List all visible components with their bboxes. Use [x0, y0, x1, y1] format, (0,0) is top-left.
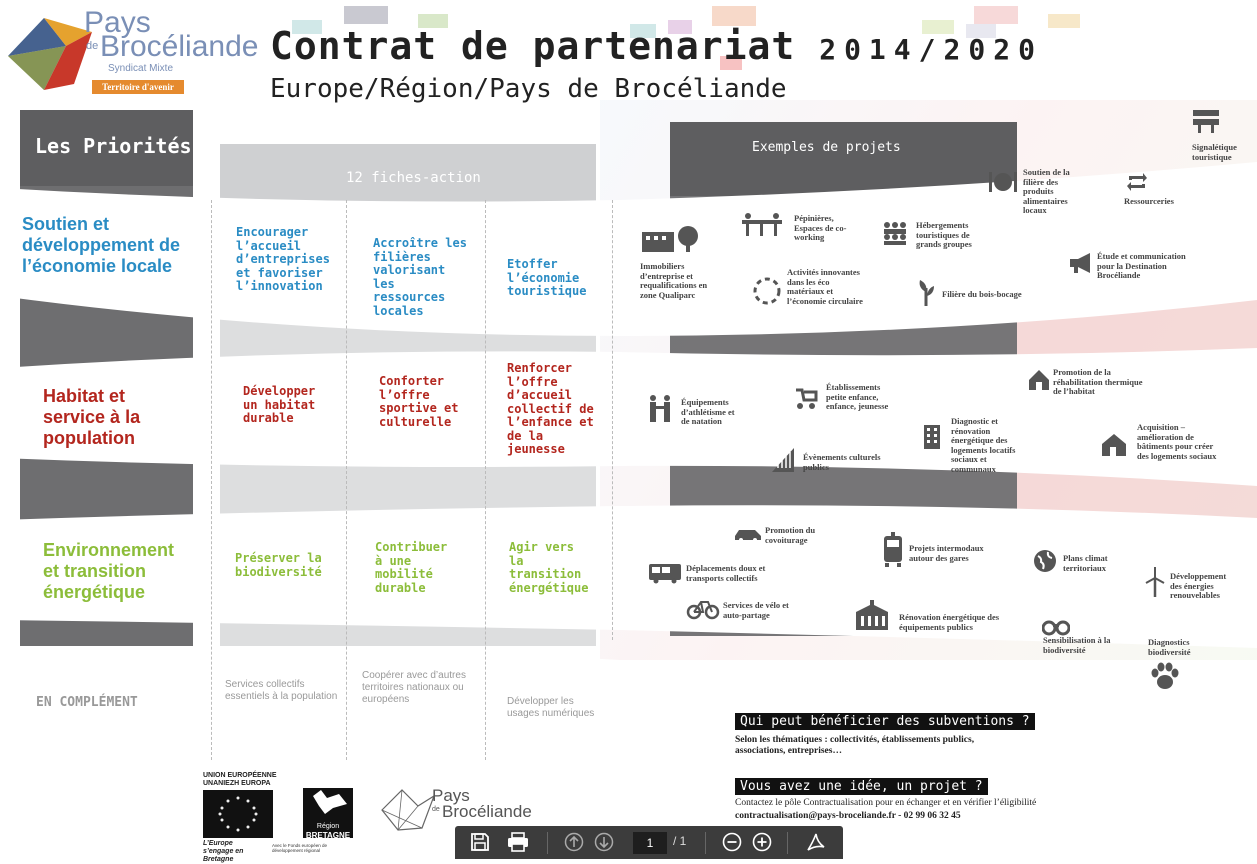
- answer-projet: Contactez le pôle Contractualisation pour en échanger et en vérifier l’éligibilité: [735, 798, 1037, 808]
- page-subtitle: Europe/Région/Pays de Brocéliande: [270, 74, 787, 104]
- arrow-down-icon: [594, 832, 614, 852]
- wind-turbine-icon: [1145, 566, 1165, 598]
- project-bois-bocage: Filière du bois-bocage: [942, 289, 1022, 299]
- fiche-biodiversite: Préserver la biodiversité: [235, 551, 322, 579]
- toolbar-divider: [547, 832, 548, 854]
- logo-tagline: Territoire d'avenir: [92, 80, 184, 94]
- toolbar-divider: [705, 832, 706, 854]
- region-text: Région: [316, 823, 340, 830]
- column-separator: [485, 200, 486, 760]
- row-label-economie: Soutien et développement de l’économie locale: [22, 214, 181, 276]
- zoom-out-icon: [722, 832, 742, 852]
- page-total: / 1: [673, 834, 687, 848]
- bretagne-text: BRETAGNE: [305, 831, 351, 840]
- region-bretagne-logo: [303, 788, 353, 838]
- previous-page-button[interactable]: [563, 832, 585, 854]
- circular-economy-icon: [752, 276, 782, 306]
- exemples-header: Exemples de projets: [752, 140, 901, 155]
- project-covoiturage: Promotion du covoiturage: [765, 525, 816, 545]
- car-icon: [733, 526, 763, 542]
- project-signaletique: Signalétique touristique: [1192, 142, 1237, 162]
- eu-tagline: L’Europe s’engage en Bretagne: [203, 840, 244, 863]
- title-years: 2014/2020: [819, 33, 1043, 66]
- project-sensibilisation: Sensibilisation à la biodiversité: [1043, 635, 1111, 655]
- signpost-icon: [1191, 108, 1221, 134]
- fiches-header: 12 fiches-action: [346, 170, 481, 186]
- apartment-icon: [923, 424, 941, 450]
- eu-fund-text: Avec le Fonds européen de développement régional: [272, 843, 327, 853]
- project-immobiliers: Immobiliers d’entreprise et requalifications en zone Qualiparc: [640, 261, 708, 300]
- fiche-energetique: Agir vers la transition énergétique: [509, 540, 589, 595]
- bicycle-icon: [686, 598, 720, 620]
- coworking-icon: [740, 212, 784, 238]
- project-alimentaires: Soutien de la filière des produits alimentaires locaux: [1023, 167, 1070, 215]
- pays-footer-de: de: [432, 806, 440, 813]
- answer-subventions: Selon les thématiques : collectivités, établissements publics, associations, entreprises…: [735, 735, 975, 756]
- complement-label: EN COMPLÉMENT: [36, 695, 138, 710]
- page-number-input[interactable]: [633, 832, 667, 854]
- fiche-sportive: Conforter l’offre sportive et culturelle: [379, 374, 459, 429]
- fiche-enfance: Renforcer l’offre d’accueil collectif de l’enfance et de la jeunesse: [507, 361, 594, 456]
- project-renovation-equipements: Rénovation énergétique des équipements publics: [899, 612, 1000, 632]
- logo-pays-text: Pays: [84, 6, 151, 39]
- logo-syndicat-text: Syndicat Mixte: [108, 63, 174, 74]
- recycle-icon: [1126, 172, 1148, 192]
- save-button[interactable]: [469, 832, 491, 854]
- athletes-icon: [646, 394, 674, 424]
- project-velo: Services de vélo et auto-partage: [723, 600, 789, 620]
- binoculars-icon: [1042, 618, 1070, 636]
- print-button[interactable]: [507, 832, 529, 854]
- project-energies: Développement des énergies renouvelables: [1170, 571, 1227, 600]
- project-petite-enfance: Établissements petite enfance, enfance, jeunesse: [826, 382, 889, 411]
- toolbar-divider: [787, 832, 788, 854]
- fiche-filieres: Accroître les filières valorisant les ressources locales: [373, 236, 467, 318]
- project-pepinieres: Pépinières, Espaces de co-working: [794, 213, 847, 242]
- group-icon: [882, 220, 908, 246]
- complement-services: Services collectifs essentiels à la population: [225, 679, 338, 702]
- project-intermodaux: Projets intermodaux autour des gares: [909, 543, 984, 563]
- column-separator: [346, 200, 347, 760]
- contact-line: contractualisation@pays-broceliande.fr - 02 99 06 32 45: [735, 811, 961, 821]
- next-page-button[interactable]: [593, 832, 615, 854]
- project-diagnostic-logements: Diagnostic et rénovation énergétique des logements locatifs sociaux et communaux: [951, 416, 1016, 474]
- stroller-icon: [792, 386, 818, 410]
- project-acquisition: Acquisition – amélioration de bâtiments pour créer des logements sociaux: [1137, 422, 1217, 461]
- zoom-out-button[interactable]: [721, 832, 743, 854]
- fiche-tourisme: Etoffer l’économie touristique: [507, 257, 587, 298]
- arrow-up-icon: [564, 832, 584, 852]
- print-icon: [507, 832, 529, 852]
- save-icon: [470, 832, 490, 852]
- column-separator: [612, 200, 613, 640]
- question-subventions: Qui peut bénéficier des subventions ?: [735, 713, 1035, 730]
- pays-footer-broc: Brocéliande: [442, 802, 532, 821]
- pays-footer-pays: Pays: [432, 786, 470, 805]
- eu-title-br: UNANIEZH EUROPA: [203, 780, 271, 787]
- logo-broceliande-text: Brocéliande: [100, 30, 259, 63]
- project-destination: Étude et communication pour la Destination Brocéliande: [1097, 251, 1186, 280]
- complement-numeriques: Développer les usages numériques: [507, 696, 595, 719]
- project-culturels: Évènements culturels publics: [803, 452, 881, 472]
- house-hand-icon: [1100, 432, 1130, 458]
- open-acrobat-button[interactable]: [805, 832, 827, 854]
- project-ressourceries: Ressourceries: [1124, 196, 1174, 206]
- zoom-in-button[interactable]: [751, 832, 773, 854]
- project-rehabilitation: Promotion de la réhabilitation thermique de l’habitat: [1053, 367, 1143, 396]
- zoom-in-icon: [752, 832, 772, 852]
- pdf-toolbar: [455, 826, 843, 859]
- fiche-entreprises: Encourager l’accueil d’entreprises et favoriser l’innovation: [236, 225, 330, 293]
- row-label-environnement: Environnement et transition énergétique: [43, 540, 175, 602]
- fiche-mobilite: Contribuer à une mobilité durable: [375, 540, 448, 595]
- pays-footer-shape-icon: [378, 786, 438, 834]
- globe-icon: [1032, 548, 1058, 574]
- townhall-icon: [854, 600, 890, 632]
- megaphone-icon: [1068, 252, 1094, 274]
- plant-icon: [916, 278, 936, 308]
- train-icon: [882, 532, 904, 568]
- harp-icon: [770, 446, 796, 474]
- building-tree-icon: [640, 224, 698, 254]
- bus-icon: [648, 562, 682, 584]
- project-deplacements: Déplacements doux et transports collectifs: [686, 563, 766, 583]
- question-projet: Vous avez une idée, un projet ?: [735, 778, 988, 795]
- eu-title: UNION EUROPÉENNE: [203, 772, 277, 779]
- project-activites: Activités innovantes dans les éco matériaux et l’économie circulaire: [787, 267, 863, 306]
- complement-cooperer: Coopérer avec d’autres territoires nationaux ou européens: [362, 670, 466, 705]
- paw-icon: [1149, 662, 1181, 690]
- acrobat-icon: [805, 832, 827, 852]
- project-hebergements: Hébergements touristiques de grands groupes: [916, 220, 972, 249]
- eu-flag-icon: [203, 790, 273, 838]
- row-label-habitat: Habitat et service à la population: [43, 386, 141, 448]
- eu-logo: [203, 772, 283, 864]
- priorites-header: Les Priorités: [35, 134, 192, 158]
- fiche-habitat-durable: Développer un habitat durable: [243, 384, 316, 425]
- project-plans-climat: Plans climat territoriaux: [1063, 553, 1108, 573]
- title-main: Contrat de partenariat: [270, 24, 796, 68]
- house-icon: [1027, 368, 1051, 392]
- ermine-icon: [303, 788, 353, 818]
- column-separator: [211, 200, 212, 760]
- plate-cutlery-icon: [987, 170, 1019, 194]
- project-athletisme: Équipements d’athlétisme et de natation: [681, 397, 735, 426]
- project-diagnostics-biodiversite: Diagnostics biodiversité: [1148, 637, 1191, 657]
- logo-de-text: de: [86, 40, 99, 52]
